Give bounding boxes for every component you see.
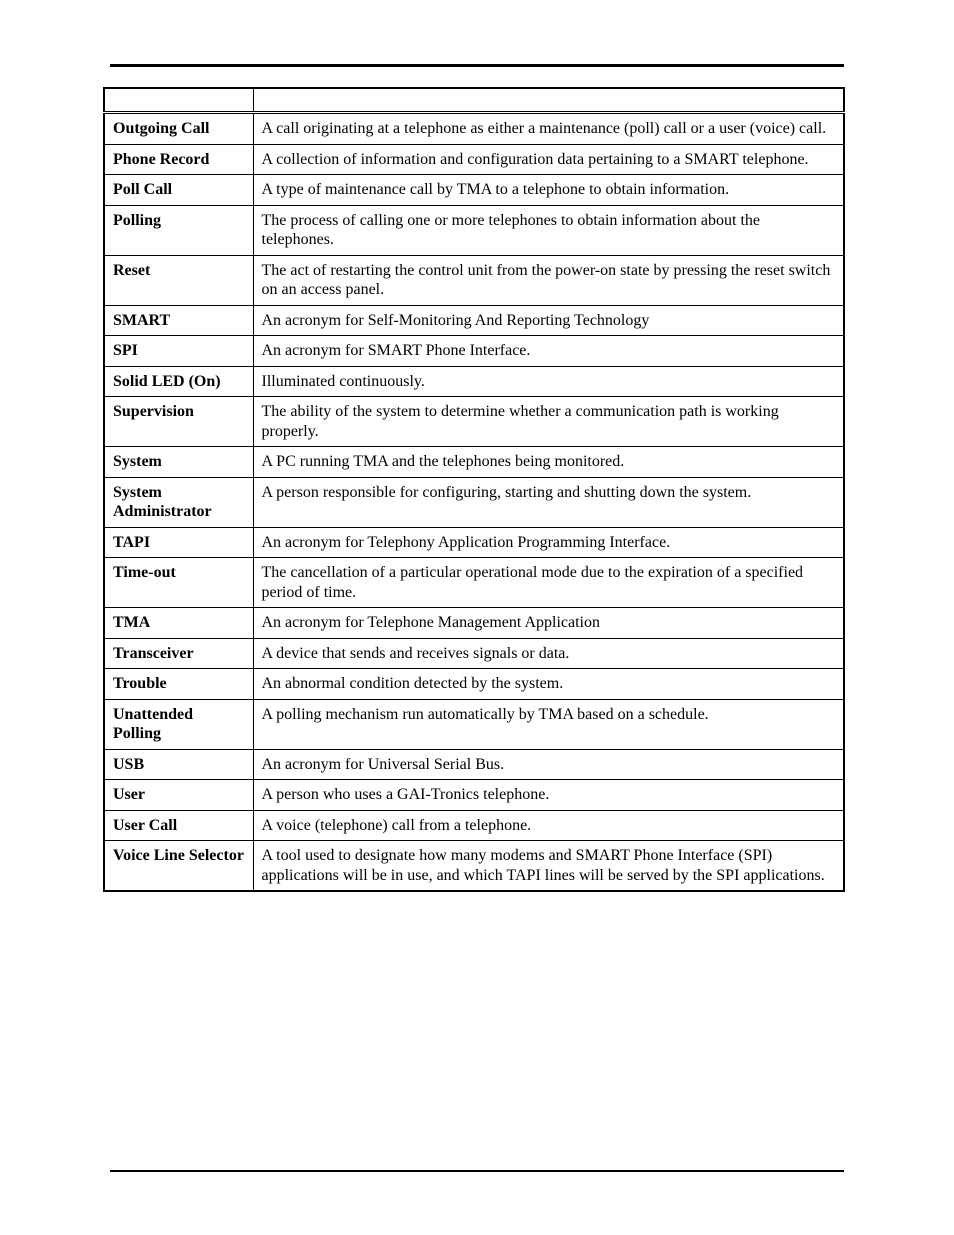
glossary-term: SPI xyxy=(104,336,253,367)
glossary-definition: A voice (telephone) call from a telephone. xyxy=(253,810,844,841)
glossary-row xyxy=(104,810,844,841)
glossary-row xyxy=(104,780,844,811)
glossary-definition: An abnormal condition detected by the system. xyxy=(253,669,844,700)
glossary-definition: A polling mechanism run automatically by TMA based on a schedule. xyxy=(253,699,844,749)
definition-column-header xyxy=(253,88,844,113)
glossary-row xyxy=(104,305,844,336)
glossary-header-row xyxy=(104,88,844,113)
glossary-row xyxy=(104,558,844,608)
glossary-row xyxy=(104,447,844,478)
glossary-term: Voice Line Selector xyxy=(104,841,253,892)
glossary-definition: A person responsible for configuring, starting and shutting down the system. xyxy=(253,477,844,527)
glossary-definition: An acronym for Telephone Management Application xyxy=(253,608,844,639)
glossary-term: USB xyxy=(104,749,253,780)
header-rule xyxy=(110,64,844,67)
glossary-definition: A collection of information and configuration data pertaining to a SMART telephone. xyxy=(253,144,844,175)
glossary-table xyxy=(103,87,845,892)
glossary-row xyxy=(104,638,844,669)
glossary-definition: The cancellation of a particular operational mode due to the expiration of a specified period of time. xyxy=(253,558,844,608)
glossary-definition: A call originating at a telephone as either a maintenance (poll) call or a user (voice) call. xyxy=(253,113,844,145)
glossary-row xyxy=(104,366,844,397)
glossary-term: TMA xyxy=(104,608,253,639)
glossary-term: Supervision xyxy=(104,397,253,447)
glossary-term: User Call xyxy=(104,810,253,841)
glossary-row xyxy=(104,608,844,639)
glossary-definition: A PC running TMA and the telephones being monitored. xyxy=(253,447,844,478)
glossary-row xyxy=(104,749,844,780)
glossary-definition: Illuminated continuously. xyxy=(253,366,844,397)
glossary-term: Phone Record xyxy=(104,144,253,175)
glossary-definition: An acronym for SMART Phone Interface. xyxy=(253,336,844,367)
glossary-row xyxy=(104,527,844,558)
glossary-term: System Administrator xyxy=(104,477,253,527)
glossary-row xyxy=(104,175,844,206)
glossary-row xyxy=(104,669,844,700)
glossary-row xyxy=(104,113,844,145)
glossary-term: Poll Call xyxy=(104,175,253,206)
glossary-term: Reset xyxy=(104,255,253,305)
glossary-term: Trouble xyxy=(104,669,253,700)
glossary-term: Transceiver xyxy=(104,638,253,669)
glossary-term: Polling xyxy=(104,205,253,255)
glossary-row xyxy=(104,336,844,367)
glossary-definition: The act of restarting the control unit from the power-on state by pressing the reset switch on an access panel. xyxy=(253,255,844,305)
glossary-definition: A device that sends and receives signals or data. xyxy=(253,638,844,669)
glossary-term: Unattended Polling xyxy=(104,699,253,749)
glossary-definition: An acronym for Telephony Application Programming Interface. xyxy=(253,527,844,558)
glossary-term: TAPI xyxy=(104,527,253,558)
glossary-row xyxy=(104,841,844,892)
glossary-definition: The ability of the system to determine whether a communication path is working properly. xyxy=(253,397,844,447)
glossary-term: Solid LED (On) xyxy=(104,366,253,397)
glossary-row xyxy=(104,255,844,305)
glossary-row xyxy=(104,477,844,527)
glossary-definition: A type of maintenance call by TMA to a telephone to obtain information. xyxy=(253,175,844,206)
glossary-definition: A tool used to designate how many modems and SMART Phone Interface (SPI) applications will be in use, and which TAPI lines will be served by the SPI applications. xyxy=(253,841,844,892)
glossary-term: SMART xyxy=(104,305,253,336)
footer-rule xyxy=(110,1170,844,1172)
term-column-header xyxy=(104,88,253,113)
glossary-row xyxy=(104,144,844,175)
glossary-body xyxy=(104,88,844,891)
glossary-definition: The process of calling one or more telephones to obtain information about the telephones. xyxy=(253,205,844,255)
glossary-row xyxy=(104,699,844,749)
glossary-term: Time-out xyxy=(104,558,253,608)
glossary-term: User xyxy=(104,780,253,811)
glossary-term: Outgoing Call xyxy=(104,113,253,145)
glossary-term: System xyxy=(104,447,253,478)
glossary-row xyxy=(104,205,844,255)
glossary-definition: An acronym for Universal Serial Bus. xyxy=(253,749,844,780)
glossary-definition: A person who uses a GAI-Tronics telephone. xyxy=(253,780,844,811)
glossary-definition: An acronym for Self-Monitoring And Reporting Technology xyxy=(253,305,844,336)
glossary-row xyxy=(104,397,844,447)
